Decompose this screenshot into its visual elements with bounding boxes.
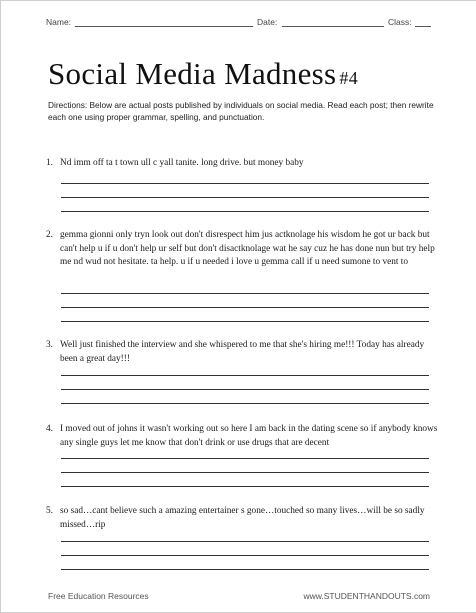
page-title: [48, 56, 358, 92]
question-text: gemma gionni only tryn look out don't disrespect him jus actknolage his wisdom he got ur back but can't help u if u don't help ur self but don't disactknolage wat he say cuz he has done nun but try help me nd wud not hesitate. ta help. u if u needed i love u gemma call if u need sumone to vent to: [60, 230, 435, 267]
answer-line: [61, 569, 429, 570]
question-number: 4.: [46, 424, 53, 434]
question-number: 2.: [46, 230, 53, 240]
class-line: [415, 26, 431, 27]
question-number: 1.: [46, 158, 53, 168]
class-label: Class:: [388, 17, 412, 27]
question-number: 3.: [46, 340, 53, 350]
question-text: Well just finished the interview and she whispered to me that she's hiring me!!! Today has already been a great day!!!: [60, 340, 425, 364]
question-number: 5.: [46, 506, 53, 516]
footer-website: www.STUDENTHANDOUTS.com: [303, 591, 430, 601]
answer-line: [61, 375, 429, 376]
name-label: Name:: [46, 17, 72, 27]
answer-line: [61, 389, 429, 390]
answer-line: [61, 211, 429, 212]
title-text: Social Media Madness: [48, 56, 337, 91]
name-line: [75, 26, 253, 27]
date-line: [282, 26, 384, 27]
answer-line: [61, 197, 429, 198]
question-text: so sad…cant believe such a amazing entertainer s gone…touched so many lives…will be so sadly missed…rip: [60, 506, 425, 530]
answer-line: [61, 486, 429, 487]
directions-text: Directions: Below are actual posts published by individuals on social media. Read each post; then rewrite each one using proper grammar, spelling, and punctuation.: [48, 100, 434, 122]
answer-line: [61, 555, 429, 556]
title-number: #4: [339, 68, 358, 88]
answer-line: [61, 403, 429, 404]
answer-line: [61, 472, 429, 473]
question-text: I moved out of johns it wasn't working out so here I am back in the dating scene so if anybody knows any single guys let me know that don't drink or use drugs that are decent: [60, 424, 438, 448]
answer-line: [61, 307, 429, 308]
answer-line: [61, 293, 429, 294]
answer-line: [61, 458, 429, 459]
footer-left: Free Education Resources: [48, 591, 149, 601]
answer-line: [61, 183, 429, 184]
question-text: Nd imm off ta t town ull c yall tanite. long drive. but money baby: [60, 158, 304, 168]
date-label: Date:: [257, 17, 278, 27]
answer-line: [61, 321, 429, 322]
answer-line: [61, 541, 429, 542]
